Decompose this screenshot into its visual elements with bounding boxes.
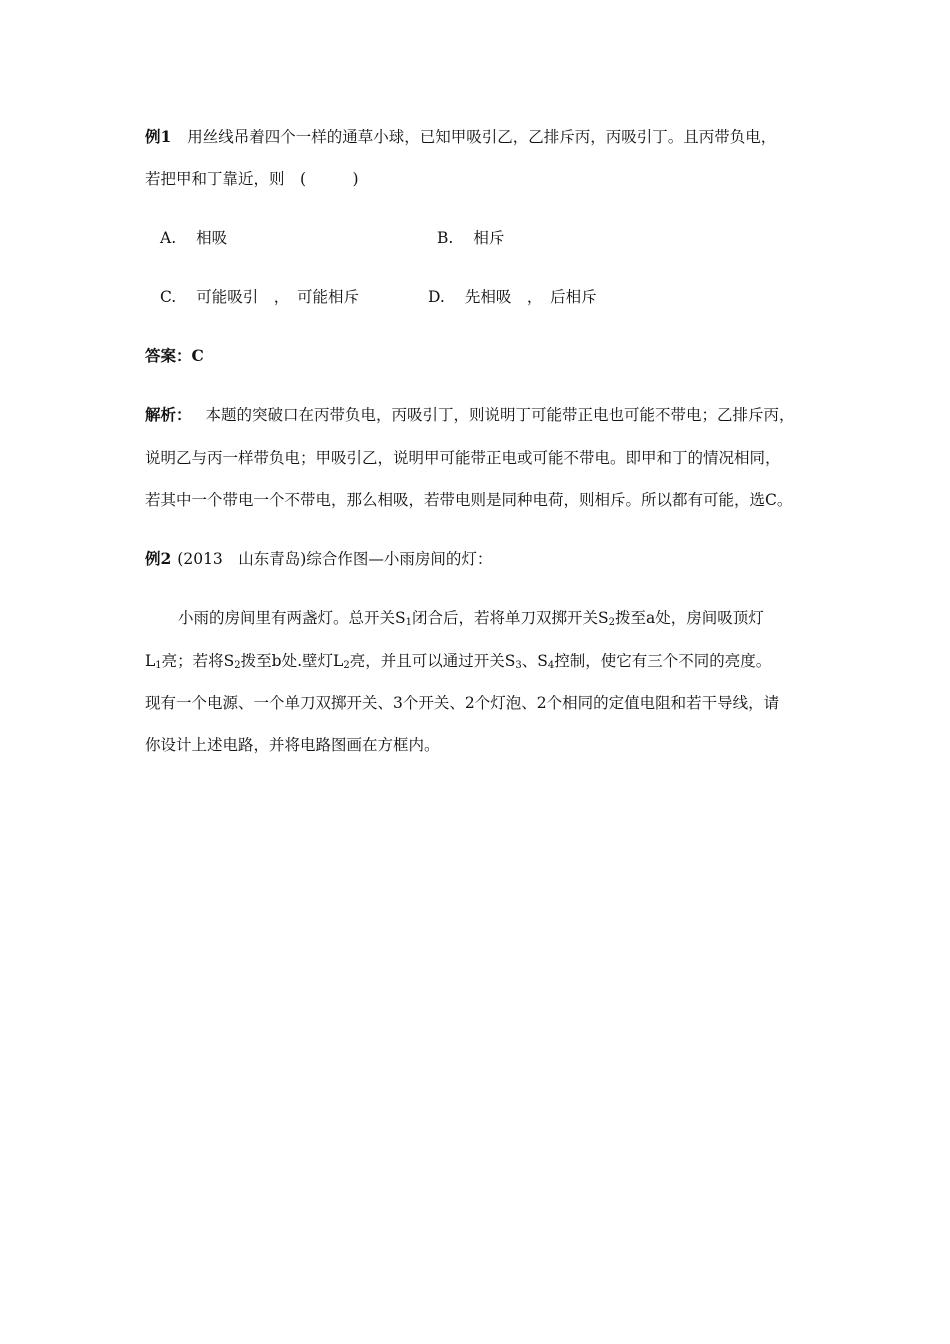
analysis-line-1: [145, 404, 795, 426]
analysis-line-3: [145, 489, 792, 511]
example-1-line-2: [145, 168, 359, 190]
example-1-label: 例1: [145, 127, 172, 146]
p1-text-b: 闭合后，若将单刀双掷开关S: [412, 609, 609, 627]
answer-value: C: [191, 346, 204, 365]
option-a: [160, 227, 227, 249]
example-2-label: 例2: [145, 549, 172, 568]
example-2-para-line-4: [145, 734, 440, 756]
p1-text-a: 小雨的房间里有两盏灯。总开关S: [178, 609, 406, 627]
p2-text-d: 亮，并且可以通过开关S: [349, 652, 516, 670]
option-d-letter: D.: [428, 288, 445, 306]
p3-text: 现有一个电源、一个单刀双掷开关、3个开关、2个灯泡、2个相同的定值电阻和若干导线，请: [145, 694, 780, 712]
p2-sub-5: 4: [547, 660, 555, 671]
option-a-text: 相吸: [196, 229, 228, 247]
example-2-para-line-1: [178, 607, 764, 629]
option-d: [428, 286, 597, 308]
p2-sub-3: 2: [343, 660, 350, 671]
p2-text-a: L: [145, 652, 156, 670]
example-1-line-1: [145, 126, 776, 148]
p2-text-e: 、S: [521, 652, 548, 670]
analysis-text-3: 若其中一个带电一个不带电，那么相吸，若带电则是同种电荷，则相斥。所以都有可能，选C。: [145, 491, 793, 509]
p2-text-c: 拨至b处.壁灯L: [240, 652, 344, 670]
answer-line: [145, 345, 204, 367]
p2-sub-4: 3: [515, 660, 522, 671]
option-b-text: 相斥: [473, 229, 505, 247]
example-1-stem-1: 用丝线吊着四个一样的通草小球，已知甲吸引乙，乙排斥丙，丙吸引丁。且丙带负电，: [187, 128, 777, 146]
option-c: [160, 286, 359, 308]
p2-text-b: 亮；若将S: [161, 652, 235, 670]
example-2-title: (2013 山东青岛)综合作图—小雨房间的灯：: [177, 550, 493, 568]
example-2-title-line: [145, 548, 492, 570]
analysis-line-2: [145, 447, 781, 469]
option-b: [437, 227, 504, 249]
option-d-text: 先相吸 ， 后相斥: [464, 288, 597, 306]
p1-text-c: 拨至a处，房间吸顶灯: [615, 609, 764, 627]
analysis-label: 解析：: [145, 405, 192, 424]
option-b-letter: B.: [437, 229, 454, 247]
p2-sub-1: 1: [155, 660, 162, 671]
option-c-text: 可能吸引 ， 可能相斥: [196, 288, 359, 306]
option-c-letter: C.: [160, 288, 177, 306]
example-1-stem-2: 若把甲和丁靠近，则 ( ): [145, 170, 359, 188]
option-a-letter: A.: [160, 229, 177, 247]
analysis-text-1: 本题的突破口在丙带负电，丙吸引丁，则说明丁可能带正电也可能不带电；乙排斥丙，: [205, 406, 795, 424]
example-2-para-line-3: [145, 692, 779, 714]
p4-text: 你设计上述电路，并将电路图画在方框内。: [145, 736, 440, 754]
answer-label: 答案：: [145, 346, 192, 365]
example-2-para-line-2: [145, 650, 771, 672]
analysis-text-2: 说明乙与丙一样带负电；甲吸引乙，说明甲可能带正电或可能不带电。即甲和丁的情况相同，: [145, 449, 781, 467]
p1-sub-1: 1: [405, 617, 412, 628]
p2-text-f: 控制，使它有三个不同的亮度。: [554, 652, 772, 670]
p1-sub-2: 2: [608, 617, 615, 628]
p2-sub-2: 2: [234, 660, 241, 671]
